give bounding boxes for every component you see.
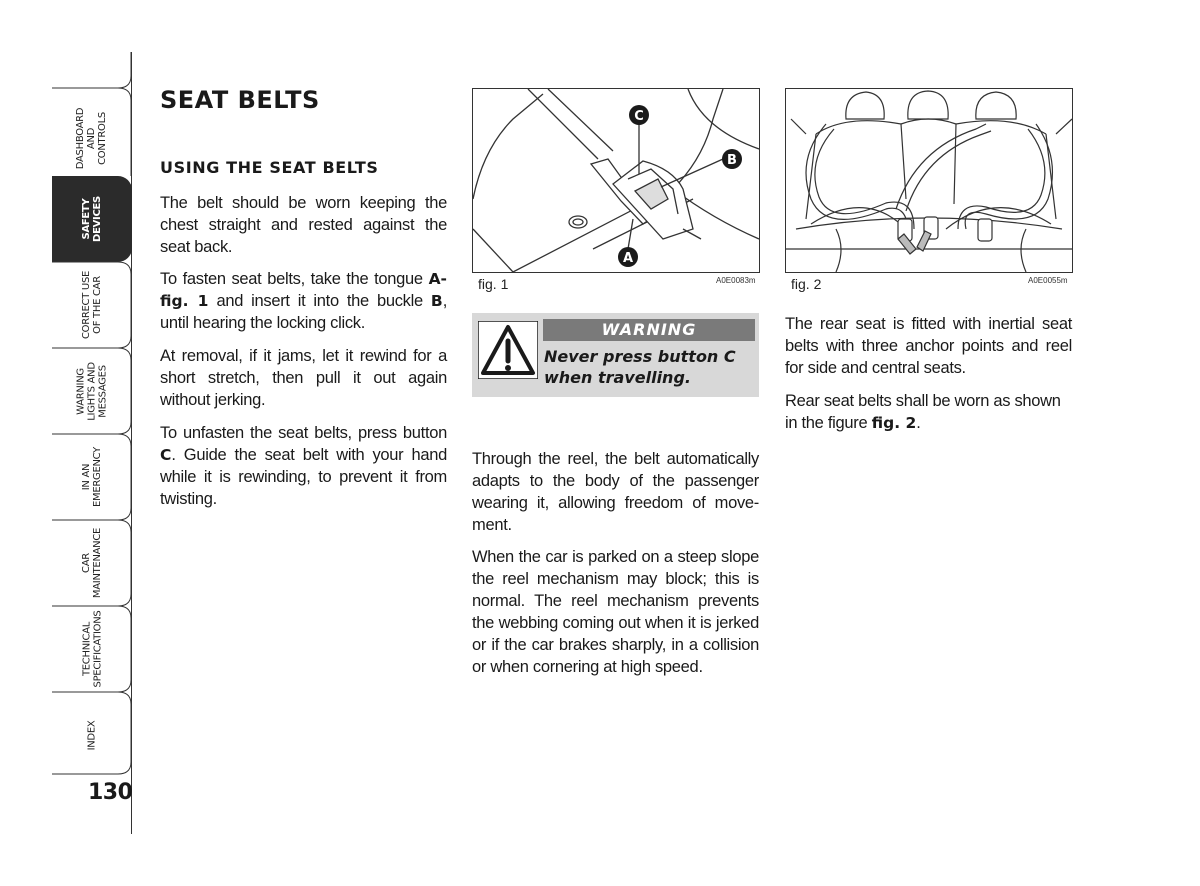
tab-label: DASHBOARD AND CONTROLS xyxy=(75,107,109,169)
text: . xyxy=(916,414,921,432)
seat-belt-buckle-illustration xyxy=(473,89,759,272)
paragraph xyxy=(160,268,447,334)
text: and insert it into the buckle xyxy=(208,292,431,310)
callout-c: C xyxy=(634,109,644,124)
paragraph xyxy=(785,313,1072,379)
text: The rear seat is fitted with inertial seat belts with three anchor points and reel for side and central seats. xyxy=(785,315,1072,377)
text: The belt should be worn keeping the chest straight and rested against the seat back. xyxy=(160,194,447,256)
paragraph xyxy=(472,546,759,678)
paragraph xyxy=(472,448,759,536)
bold-ref: C xyxy=(160,446,172,464)
rear-seat-belts-illustration xyxy=(786,89,1072,272)
warning-text: Never press button C when travelling. xyxy=(544,347,736,387)
tab-separators xyxy=(52,52,132,834)
text: To unfasten the seat belts, press button xyxy=(160,424,447,442)
callout-a: A xyxy=(622,251,634,266)
text: When the car is parked on a steep slope the reel mechanism may block; this is normal. The reel mechanism prevents the webbing coming out when it is jerked or if the car brakes sharply, in a collision or when cornering at high speed. xyxy=(472,548,759,676)
tab-label: INDEX xyxy=(86,720,98,750)
paragraph xyxy=(160,345,447,411)
page-title: SEAT BELTS xyxy=(160,86,320,114)
figure-2-rear-seat-belts xyxy=(785,88,1073,273)
text: Rear seat belts shall be worn as shown in the figure xyxy=(785,392,1061,432)
page-number: 130 xyxy=(88,780,133,805)
bold-ref: fig. 2 xyxy=(871,414,917,432)
text: At removal, if it jams, let it rewind for a short stretch, then pull it out again without jerking. xyxy=(160,347,447,409)
tab-label: IN AN EMERGENCY xyxy=(80,447,103,507)
tab-label: WARNING LIGHTS AND MESSAGES xyxy=(75,361,109,421)
figure-1-seat-belt-buckle xyxy=(472,88,760,273)
text: , until hearing the locking click. xyxy=(160,292,448,332)
callout-b: B xyxy=(727,153,737,168)
warning-heading: WARNING xyxy=(543,319,755,341)
figure-2-code: A0E0055m xyxy=(1028,276,1068,285)
tab-label: CAR MAINTENANCE xyxy=(80,527,103,599)
warning-box xyxy=(472,313,759,397)
paragraph xyxy=(160,422,447,510)
text: Through the reel, the belt automatically adapts to the body of the passenger wearing it, allowing freedom of move-ment. xyxy=(472,450,759,534)
paragraph xyxy=(160,192,447,258)
bold-ref: B xyxy=(430,292,443,310)
figure-2-label: fig. 2 xyxy=(791,276,822,292)
tab-label: TECHNICAL SPECIFICATIONS xyxy=(81,610,103,688)
sidebar-tabs xyxy=(52,52,132,834)
bold-ref: A-fig. 1 xyxy=(160,270,447,310)
tab-label: CORRECT USE OF THE CAR xyxy=(81,270,103,340)
text: . Guide the seat belt with your hand while it is rewinding, to prevent it from twisting. xyxy=(160,446,447,508)
text: To fasten seat belts, take the tongue xyxy=(160,270,429,288)
section-subtitle: USING THE SEAT BELTS xyxy=(160,158,379,177)
paragraph xyxy=(785,390,1072,434)
figure-1-code: A0E0083m xyxy=(716,276,756,285)
tab-label: SAFETY DEVICES xyxy=(81,196,103,242)
figure-1-label: fig. 1 xyxy=(478,276,509,292)
warning-triangle-icon xyxy=(478,321,538,379)
